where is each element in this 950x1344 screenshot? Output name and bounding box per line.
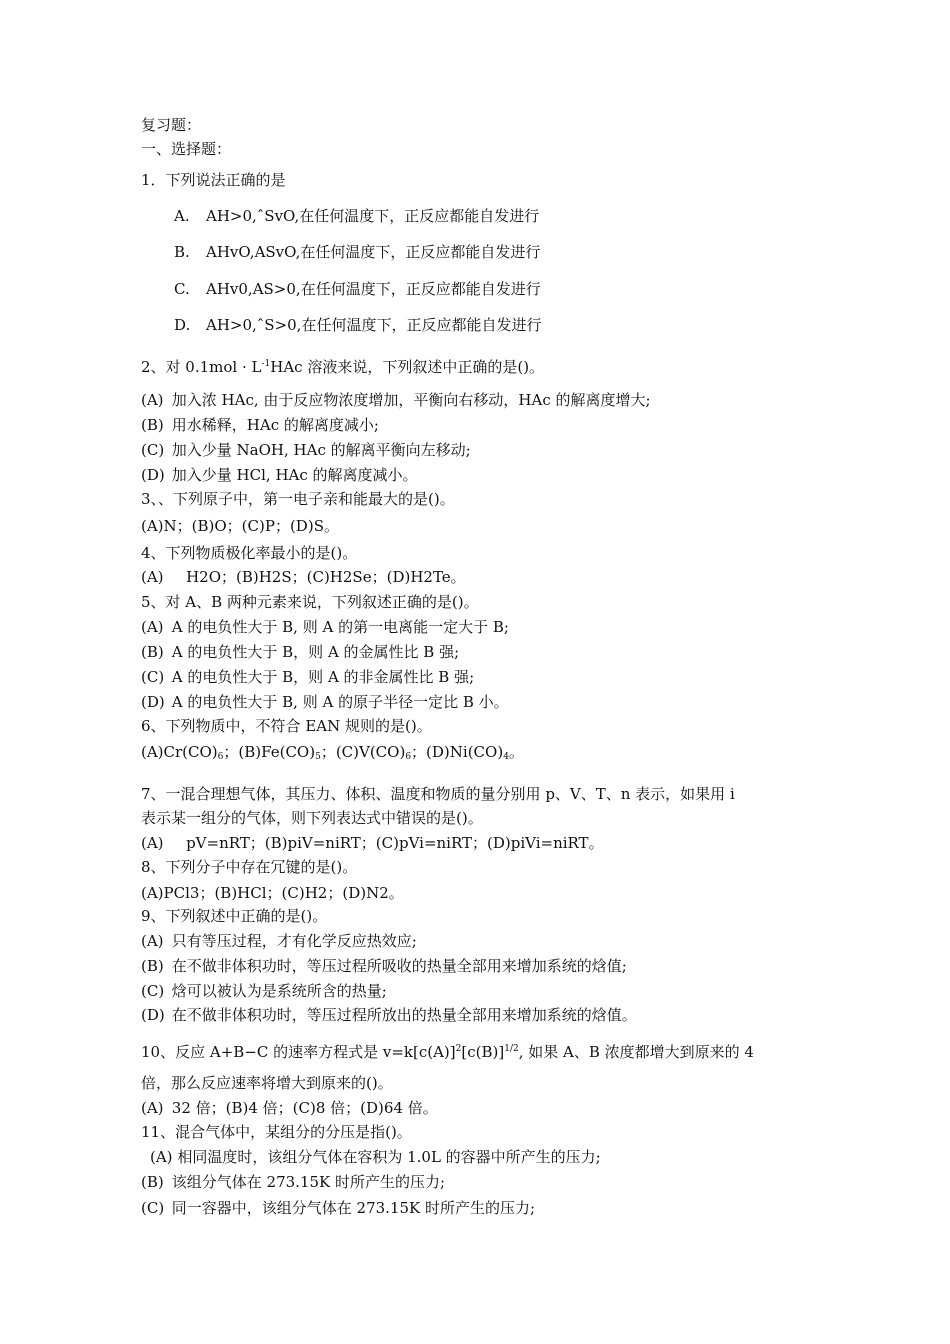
question-11-option-a	[150, 1147, 601, 1167]
option-label: (A)	[141, 834, 164, 852]
question-10-stem-line2: 倍，那么反应速率将增大到原来的()。	[141, 1074, 393, 1092]
subscript: 4	[503, 752, 509, 762]
option-label: (B)	[141, 416, 164, 434]
option-text: AHvO,ASvO,在任何温度下，正反应都能自发进行	[206, 243, 541, 261]
question-10-stem-line1	[141, 1042, 754, 1062]
option-text: 用水稀释，HAc 的解离度减小;	[171, 416, 379, 434]
option-text: AH>0,ˆSvO,在任何温度下，正反应都能自发进行	[206, 207, 540, 225]
question-8-options: (A)PCl3；(B)HCl；(C)H2；(D)N2。	[141, 884, 404, 902]
option-a-text: (A)Cr(CO)	[141, 743, 218, 761]
question-11-option-c	[141, 1198, 535, 1218]
option-text: 加入少量 NaOH, HAc 的解离平衡向左移动;	[171, 441, 471, 459]
stem-part: HAc 溶液来说，下列叙述中正确的是()。	[270, 358, 545, 376]
question-8-stem: 8、下列分子中存在冗键的是()。	[141, 858, 358, 876]
option-label: (B)	[141, 643, 164, 661]
option-text: 加入少量 HCl, HAc 的解离度减小。	[171, 466, 418, 484]
question-4-stem: 4、下列物质极化率最小的是()。	[141, 544, 358, 562]
question-7-stem-line2: 表示某一组分的气体，则下列表达式中错误的是()。	[141, 809, 483, 827]
section-heading: 一、选择题：	[141, 140, 232, 158]
option-label: B.	[174, 243, 190, 261]
option-label: (A)	[141, 1099, 164, 1117]
option-text: H2O；(B)H2S；(C)H2Se；(D)H2Te。	[186, 568, 466, 586]
option-label: (B)	[141, 957, 164, 975]
question-1-option-c	[174, 279, 541, 299]
question-2-option-b	[141, 415, 379, 435]
option-text: 加入浓 HAc, 由于反应物浓度增加，平衡向右移动，HAc 的解离度增大;	[171, 391, 651, 409]
question-1-stem: 1．下列说法正确的是	[141, 171, 286, 189]
question-5-stem: 5、对 A、B 两种元素来说，下列叙述正确的是()。	[141, 593, 479, 611]
stem-part: 10、反应 A+B−C 的速率方程式是 v=k[c(A)]	[141, 1043, 456, 1061]
option-text: AHv0,AS>0,在任何温度下，正反应都能自发进行	[206, 280, 541, 298]
option-text: 该组分气体在 273.15K 时所产生的压力;	[171, 1173, 446, 1191]
question-11-option-b	[141, 1172, 445, 1192]
option-text: pV=nRT；(B)piV=niRT；(C)pVi=niRT；(D)piVi=niRT。	[186, 834, 604, 852]
option-label: D.	[174, 316, 191, 334]
option-label: (C)	[141, 982, 165, 1000]
question-9-option-b	[141, 956, 627, 976]
option-label: (D)	[141, 1006, 165, 1024]
option-label: (A)	[150, 1148, 173, 1166]
option-label: C.	[174, 280, 190, 298]
question-9-option-c	[141, 981, 387, 1001]
option-label: (D)	[141, 693, 165, 711]
question-2-stem	[141, 357, 544, 377]
page-title: 复习题：	[141, 116, 202, 134]
option-text: A 的电负性大于 B, 则 A 的第一电离能一定大于 B;	[171, 618, 509, 636]
question-5-option-b	[141, 642, 459, 662]
option-text: A 的电负性大于 B，则 A 的非金属性比 B 强;	[171, 668, 475, 686]
option-label: (A)	[141, 568, 164, 586]
option-text: 焓可以被认为是系统所含的热量;	[171, 982, 387, 1000]
stem-part: 2、对 0.1mol · L	[141, 358, 262, 376]
option-text: 同一容器中，该组分气体在 273.15K 时所产生的压力;	[171, 1199, 536, 1217]
option-label: (A)	[141, 618, 164, 636]
question-5-option-c	[141, 667, 474, 687]
option-label: (C)	[141, 1199, 165, 1217]
option-text: A 的电负性大于 B, 则 A 的原子半径一定比 B 小。	[171, 693, 509, 711]
option-text: 只有等压过程，才有化学反应热效应;	[171, 932, 417, 950]
subscript: 5	[315, 752, 321, 762]
option-text: A 的电负性大于 B，则 A 的金属性比 B 强;	[171, 643, 460, 661]
question-9-option-d	[141, 1005, 637, 1025]
question-9-stem: 9、下列叙述中正确的是()。	[141, 907, 328, 925]
question-10-options	[141, 1098, 438, 1118]
option-label: (A)	[141, 391, 164, 409]
option-text: 在不做非体积功时，等压过程所放出的热量全部用来增加系统的焓值。	[171, 1006, 637, 1024]
question-2-option-c	[141, 440, 471, 460]
option-c-text: ；(C)V(CO)	[320, 743, 406, 761]
question-2-option-d	[141, 465, 418, 485]
question-11-stem: 11、混合气体中，某组分的分压是指()。	[141, 1123, 412, 1141]
question-7-options	[141, 833, 604, 853]
option-d-text: ；(D)Ni(CO)	[411, 743, 504, 761]
superscript: 2	[455, 1044, 462, 1054]
option-text: 在不做非体积功时，等压过程所吸收的热量全部用来增加系统的焓值;	[171, 957, 627, 975]
option-end: 。	[508, 743, 524, 761]
question-1-option-a	[174, 206, 539, 226]
option-text: AH>0,ˆS>0,在任何温度下，正反应都能自发进行	[206, 316, 542, 334]
option-text: 相同温度时，该组分气体在容积为 1.0L 的容器中所产生的压力;	[177, 1148, 601, 1166]
question-5-option-d	[141, 692, 509, 712]
subscript: 6	[217, 752, 224, 762]
question-5-option-a	[141, 617, 509, 637]
option-label: (B)	[141, 1173, 164, 1191]
question-4-options	[141, 567, 466, 587]
option-label: (C)	[141, 441, 165, 459]
question-7-stem-line1: 7、一混合理想气体，其压力、体积、温度和物质的量分别用 p、V、T、n 表示，如果用 i	[141, 785, 735, 803]
option-label: A.	[174, 207, 190, 225]
question-6-stem: 6、下列物质中，不符合 EAN 规则的是()。	[141, 717, 432, 735]
question-1-option-b	[174, 242, 540, 262]
superscript: 1/2	[504, 1044, 519, 1054]
question-9-option-a	[141, 931, 417, 951]
option-b-text: ；(B)Fe(CO)	[223, 743, 316, 761]
option-label: (C)	[141, 668, 165, 686]
option-label: (D)	[141, 466, 165, 484]
question-6-options	[141, 742, 524, 762]
question-1-option-d	[174, 315, 541, 335]
option-text: 32 倍；(B)4 倍；(C)8 倍；(D)64 倍。	[171, 1099, 438, 1117]
subscript: 6	[405, 752, 412, 762]
question-3-stem: 3、、下列原子中，第一电子亲和能最大的是()。	[141, 490, 455, 508]
question-3-options: (A)N；(B)O；(C)P；(D)S。	[141, 517, 339, 535]
stem-part: [c(B)]	[461, 1043, 505, 1061]
superscript: -1	[261, 359, 271, 369]
question-2-option-a	[141, 390, 651, 410]
stem-part: , 如果 A、B 浓度都增大到原来的 4	[518, 1043, 754, 1061]
option-label: (A)	[141, 932, 164, 950]
